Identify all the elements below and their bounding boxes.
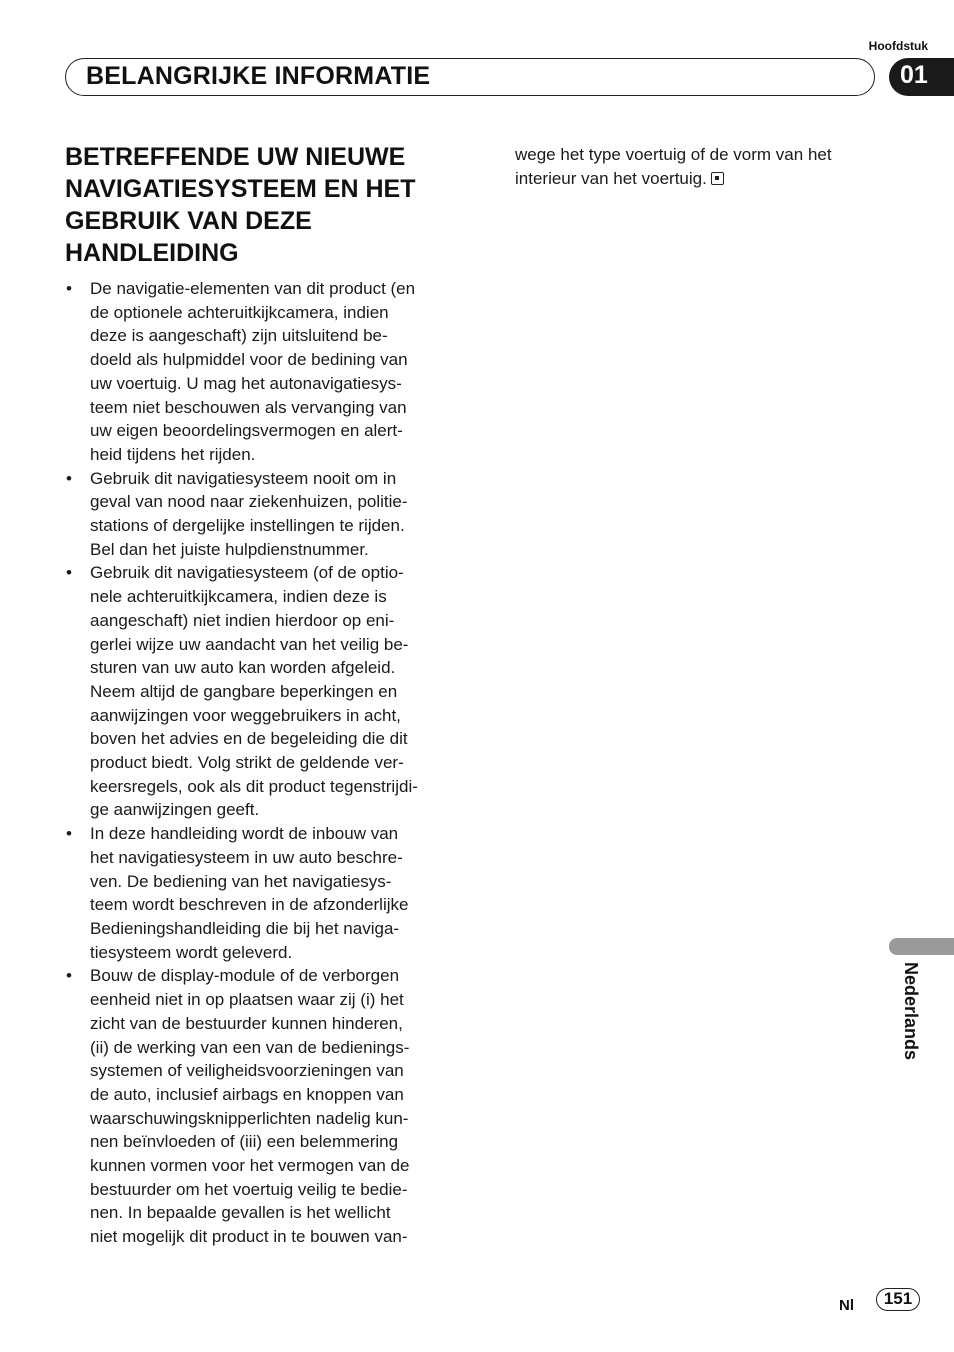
bullet-marker: • <box>66 824 72 844</box>
section-header <box>65 58 875 96</box>
section-title: BELANGRIJKE INFORMATIE <box>86 62 431 90</box>
end-of-section-icon <box>711 172 724 185</box>
chapter-tab <box>889 58 954 96</box>
right-column <box>515 143 880 190</box>
language-code: Nl <box>839 1297 854 1314</box>
bullet-continuation: wege het type voertuig of de vorm van het interieur van het voertuig. <box>515 145 832 188</box>
chapter-label: Hoofdstuk <box>868 39 928 53</box>
page-heading: BETREFFENDE UW NIEUWE NAVIGATIESYSTEEM EN HET GEBRUIK VAN DEZE HANDLEIDING <box>65 143 416 267</box>
language-label: Nederlands <box>901 962 921 1061</box>
list-item: • Gebruik dit navigatiesysteem (of de optio- nele achteruitkijkcamera, indien deze is aangeschaft) niet indien hierdoor op eni- gerlei wijze uw aandacht van het veilig be- sturen van uw auto kan worden afgeleid. Neem altijd de gangbare beperkingen en aanwijzingen voor weggebruikers in acht, boven het advies en de begeleiding die dit product biedt. Volg strikt de geldende ver- keersregels, ook als dit product tegenstrijdi- ge aanwijzingen geeft. <box>66 563 418 820</box>
chapter-number: 01 <box>900 61 928 89</box>
left-column <box>65 277 460 1249</box>
list-item: • Bouw de display-module of de verborgen eenheid niet in op plaatsen waar zij (i) het zicht van de bestuurder kunnen hinderen, (ii) de werking van een van de bedienings- systemen of veiligheidsvoorzieningen van de auto, inclusief airbags en knoppen van waarschuwingsknipperlichten nadelig kun- nen beïnvloeden of (iii) een belemmering kunnen vormen voor het vermogen van de bestuurder om het voertuig veilig te bedie- nen. In bepaalde gevallen is het wellicht niet mogelijk dit product in te bouwen van- <box>66 966 410 1247</box>
bullet-marker: • <box>66 966 72 986</box>
list-item: • In deze handleiding wordt de inbouw van het navigatiesysteem in uw auto beschre- ven. De bediening van het navigatiesys- teem wordt beschreven in de afzonderlijke Bedieningshandleiding die bij het naviga- tiesysteem wordt geleverd. <box>66 824 409 962</box>
bullet-marker: • <box>66 279 72 298</box>
bullet-marker: • <box>66 468 72 488</box>
page-number: 151 <box>876 1288 920 1311</box>
bullet-marker: • <box>66 563 72 583</box>
list-item: • De navigatie-elementen van dit product (en de optionele achteruitkijkcamera, indien deze is aangeschaft) zijn uitsluitend be- doeld als hulpmiddel voor de bedining van uw voertuig. U mag het autonavigatiesys- teem niet beschouwen als vervanging van uw eigen beoordelingsvermogen en alert- heid tijdens het rijden. <box>66 279 416 464</box>
list-item: • Gebruik dit navigatiesysteem nooit om in geval van nood naar ziekenhuizen, politie- stations of dergelijke instellingen te rijden. Bel dan het juiste hulpdienstnummer. <box>66 468 408 559</box>
bullet-list <box>65 277 460 1249</box>
language-tab <box>889 938 954 955</box>
